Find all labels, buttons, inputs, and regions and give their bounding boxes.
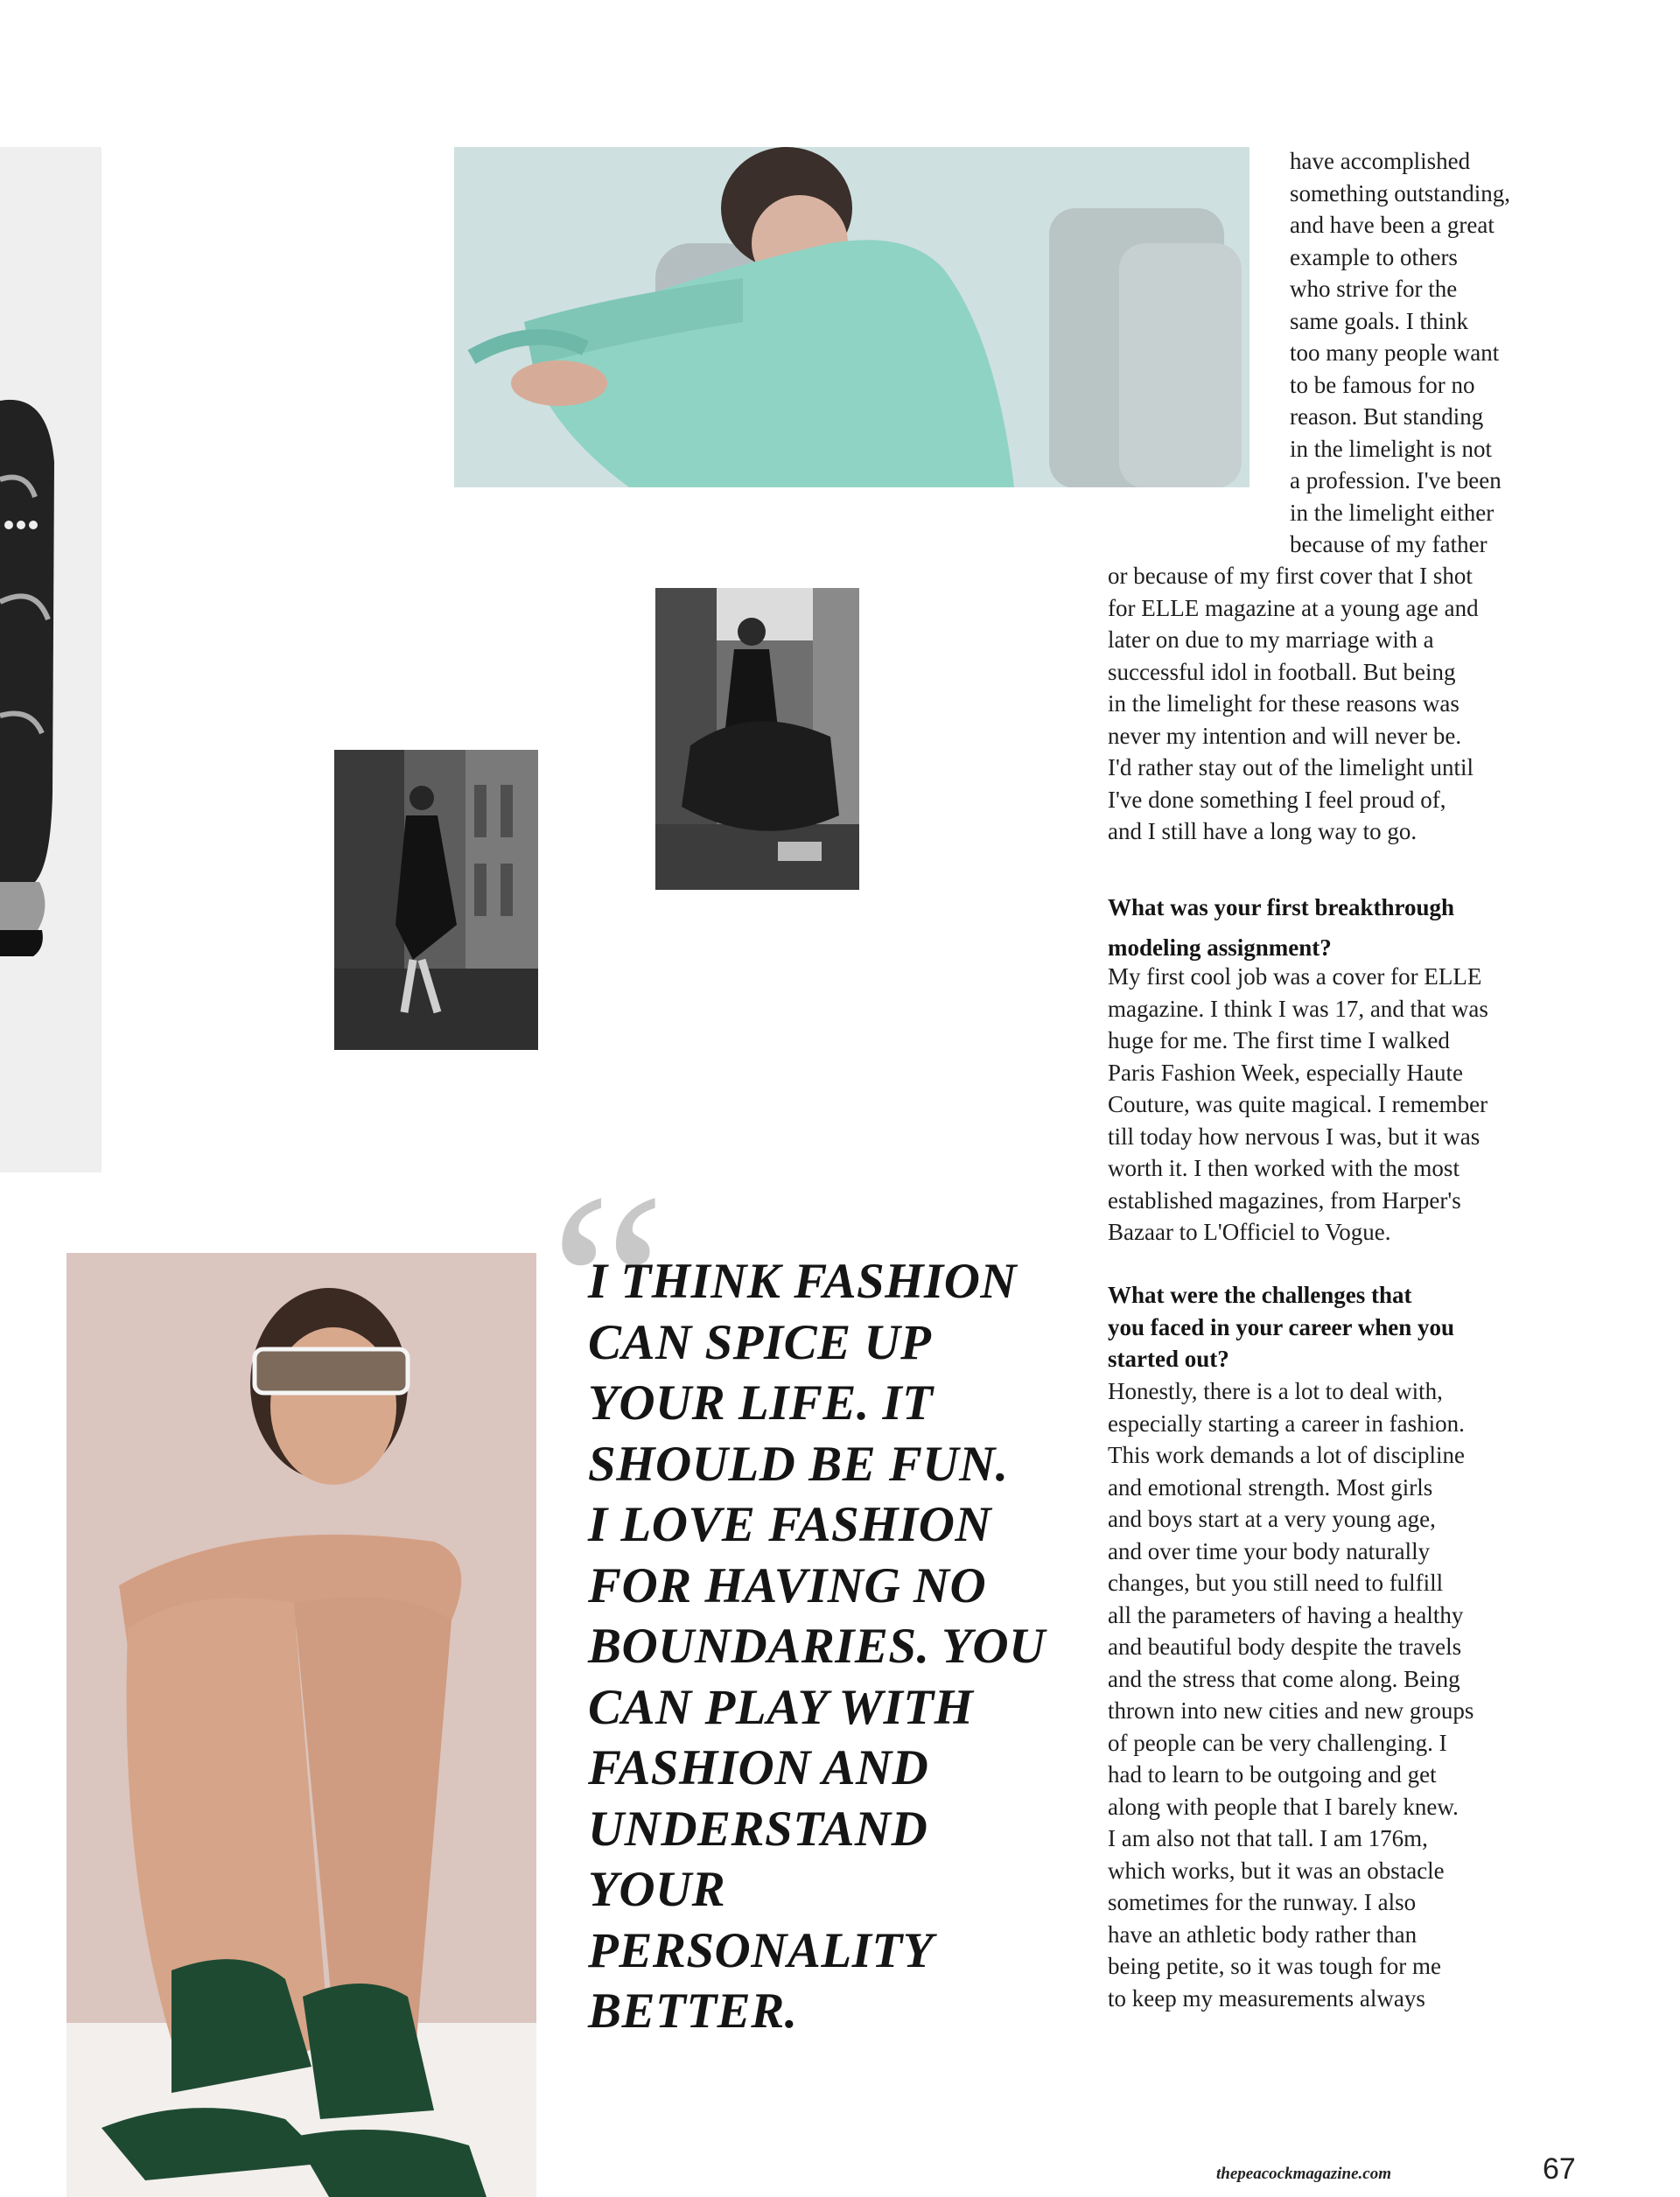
- pull-quote: [588, 1251, 1046, 2042]
- pull-quote-line: BOUNDARIES. YOU: [588, 1619, 1046, 1674]
- teal-dress-photo: [454, 147, 1250, 487]
- text-line: in the limelight either: [1290, 499, 1494, 526]
- text-line: magazine. I think I was 17, and that was: [1108, 995, 1488, 1022]
- text-line: being petite, so it was tough for me: [1108, 1953, 1441, 1979]
- text-line: never my intention and will never be.: [1108, 722, 1462, 749]
- text-line: This work demands a lot of discipline: [1108, 1442, 1465, 1468]
- pull-quote-line: FOR HAVING NO: [588, 1557, 987, 1613]
- text-line: example to others: [1290, 243, 1458, 270]
- text-line: and have been a great: [1290, 212, 1494, 238]
- text-line: who strive for the: [1290, 276, 1458, 302]
- pull-quote-line: SHOULD BE FUN.: [588, 1436, 1009, 1492]
- pull-quote-line: CAN SPICE UP: [588, 1314, 932, 1370]
- text-line: worth it. I then worked with the most: [1108, 1155, 1460, 1181]
- text-line: for ELLE magazine at a young age and: [1108, 594, 1479, 621]
- text-line: along with people that I barely knew.: [1108, 1793, 1459, 1820]
- text-line: to keep my measurements always: [1108, 1984, 1425, 2012]
- text-line: Couture, was quite magical. I remember: [1108, 1091, 1488, 1117]
- text-line: or because of my first cover that I shot: [1108, 563, 1473, 589]
- text-line: especially starting a career in fashion.: [1108, 1410, 1465, 1437]
- text-line: and over time your body naturally: [1108, 1537, 1431, 1564]
- text-line: too many people want: [1290, 339, 1500, 366]
- text-line: in the limelight for these reasons was: [1108, 690, 1460, 717]
- seated-model-photo: [66, 1253, 536, 2197]
- footer-website: thepeacockmagazine.com: [1216, 2165, 1391, 2183]
- quote-mark-icon: “: [550, 1139, 667, 1430]
- page-number: 67: [1543, 2152, 1576, 2186]
- bw-street-photo-twirl: [655, 588, 859, 890]
- text-line: huge for me. The first time I walked: [1108, 1027, 1450, 1053]
- text-line: and I still have a long way to go.: [1108, 818, 1418, 844]
- text-line: in the limelight is not: [1290, 435, 1492, 462]
- text-line: I'd rather stay out of the limelight until: [1108, 754, 1474, 780]
- text-line: which works, but it was an obstacle: [1108, 1857, 1445, 1884]
- text-line: thrown into new cities and new groups: [1108, 1697, 1474, 1724]
- text-line: I've done something I feel proud of,: [1108, 786, 1446, 813]
- text-line: to be famous for no: [1290, 371, 1475, 398]
- question-line: What were the challenges that: [1108, 1282, 1412, 1308]
- article-body-intro: [1290, 145, 1510, 561]
- question-line: What was your first breakthrough: [1108, 894, 1455, 920]
- text-line: and beautiful body despite the travels: [1108, 1634, 1462, 1660]
- pull-quote-line: UNDERSTAND: [588, 1801, 928, 1857]
- text-line: same goals. I think: [1290, 307, 1468, 334]
- text-line: because of my father: [1290, 531, 1488, 557]
- text-line: changes, but you still need to fulfill: [1108, 1570, 1444, 1596]
- text-line: later on due to my marriage with a: [1108, 626, 1434, 653]
- text-line: and emotional strength. Most girls: [1108, 1473, 1433, 1501]
- article-body-continued: [1108, 560, 1479, 848]
- pull-quote-line: YOUR: [588, 1862, 726, 1917]
- interview-answer-2: [1108, 1375, 1474, 2014]
- left-edge-photo: [0, 147, 102, 1172]
- interview-answer-1: [1108, 961, 1488, 1249]
- text-line: have accomplished: [1290, 148, 1471, 174]
- text-line: of people can be very challenging. I: [1108, 1729, 1447, 1756]
- question-line: modeling assignment?: [1108, 934, 1332, 961]
- text-line: and boys start at a very young age,: [1108, 1506, 1436, 1532]
- interview-question-2: [1108, 1279, 1454, 1375]
- text-line: established magazines, from Harper's: [1108, 1186, 1461, 1214]
- question-line: you faced in your career when you: [1108, 1313, 1454, 1340]
- text-line: successful idol in football. But being: [1108, 658, 1456, 685]
- pull-quote-line: CAN PLAY WITH: [588, 1679, 974, 1735]
- text-line: Honestly, there is a lot to deal with,: [1108, 1378, 1443, 1404]
- pull-quote-line: BETTER.: [588, 1984, 798, 2039]
- text-line: sometimes for the runway. I also: [1108, 1889, 1417, 1915]
- question-line: started out?: [1108, 1346, 1229, 1372]
- text-line: have an athletic body rather than: [1108, 1921, 1418, 1948]
- pull-quote-line: I LOVE FASHION: [588, 1497, 992, 1552]
- pull-quote-line: YOUR LIFE. IT: [588, 1375, 934, 1431]
- text-line: had to learn to be outgoing and get: [1108, 1761, 1437, 1788]
- text-line: a profession. I've been: [1290, 467, 1502, 493]
- text-line: My first cool job was a cover for ELLE: [1108, 963, 1482, 990]
- pull-quote-line: PERSONALITY: [588, 1922, 934, 1978]
- text-line: I am also not that tall. I am 176m,: [1108, 1825, 1428, 1851]
- text-line: Paris Fashion Week, especially Haute: [1108, 1059, 1463, 1086]
- text-line: something outstanding,: [1290, 179, 1510, 206]
- text-line: reason. But standing: [1290, 403, 1484, 430]
- pull-quote-line: I THINK FASHION: [588, 1254, 1018, 1309]
- text-line: till today how nervous I was, but it was: [1108, 1123, 1480, 1150]
- bw-street-photo-walking: [334, 750, 538, 1050]
- text-line: Bazaar to L'Officiel to Vogue.: [1108, 1219, 1391, 1245]
- interview-question-1: [1108, 887, 1454, 968]
- pull-quote-line: FASHION AND: [588, 1740, 929, 1795]
- text-line: all the parameters of having a healthy: [1108, 1601, 1464, 1628]
- text-line: and the stress that come along. Being: [1108, 1665, 1460, 1692]
